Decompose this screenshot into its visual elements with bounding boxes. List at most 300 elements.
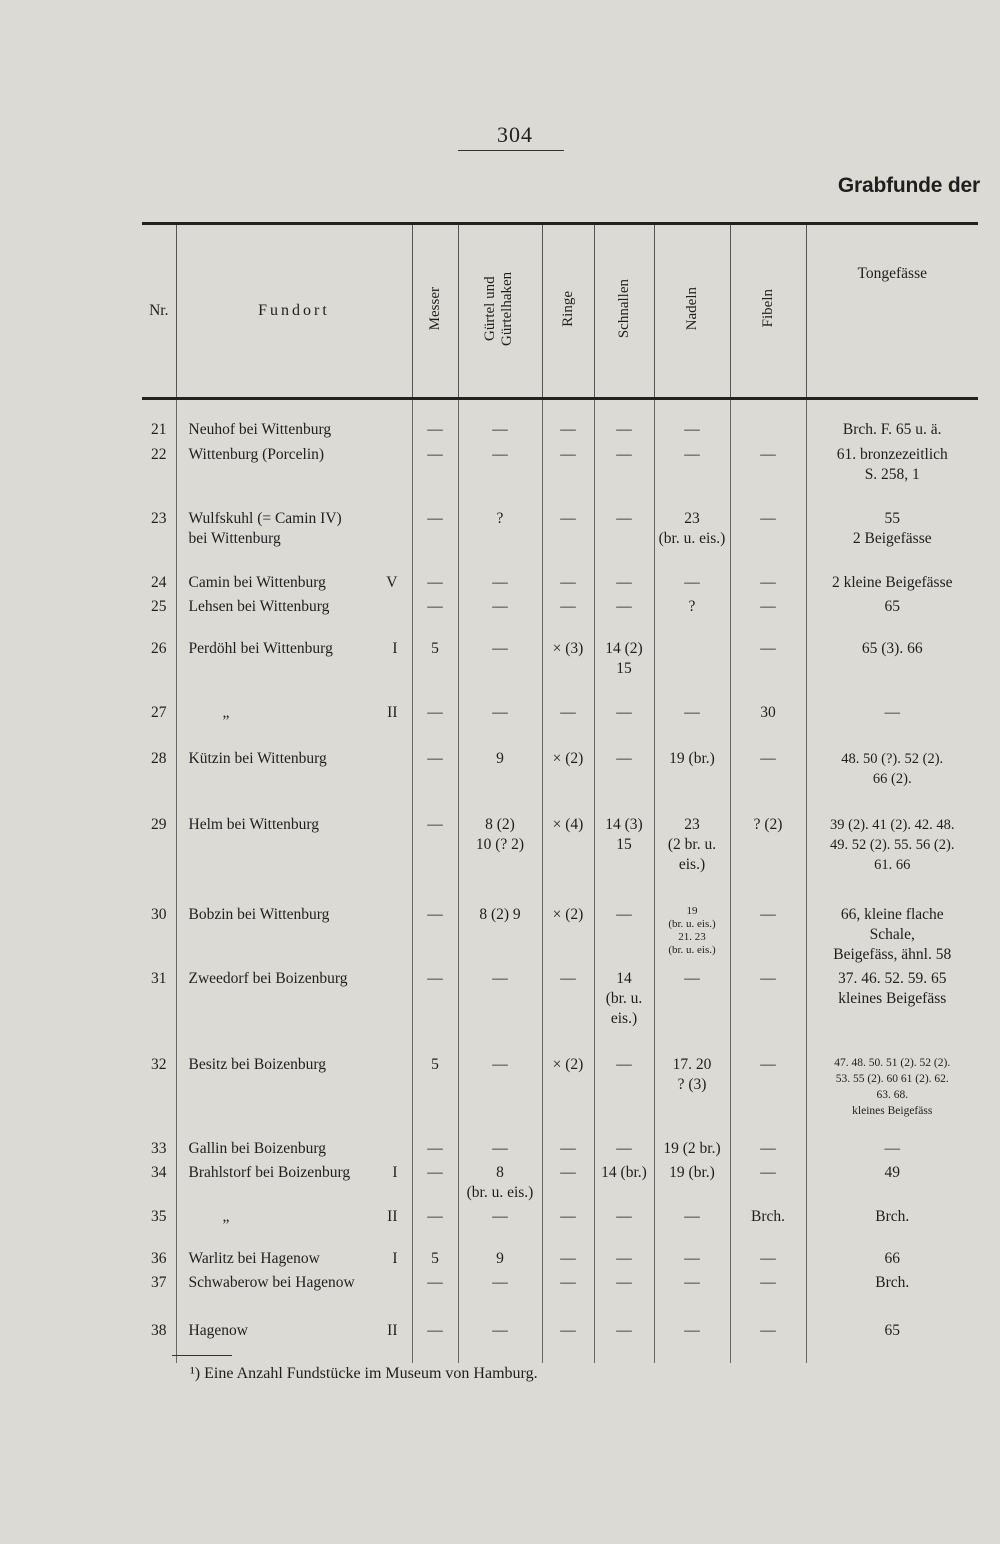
guertel-value: 9	[496, 749, 504, 767]
cell-nadeln	[654, 593, 730, 635]
cell-fundort	[176, 441, 412, 505]
fundort-text: Warlitz bei Hagenow	[188, 1249, 320, 1267]
fundort-text: Gallin bei Boizenburg	[188, 1139, 326, 1157]
cell-nadeln	[654, 745, 730, 811]
cell-tongefaesse	[806, 635, 978, 699]
nadeln-value: —	[684, 445, 700, 463]
messer-value: 5	[431, 1249, 439, 1267]
messer-value: —	[427, 1139, 443, 1157]
cell-guertel	[458, 1203, 542, 1245]
tongefaesse-value: 2 kleine Beigefässe	[831, 573, 953, 591]
fibeln-value: ? (2)	[753, 815, 783, 833]
messer-value: —	[427, 421, 443, 438]
cell-fibeln	[730, 1051, 806, 1135]
fundort-text: Bobzin bei Wittenburg	[188, 905, 330, 923]
nr-value: 25	[151, 597, 167, 615]
fundort-text: Neuhof bei Wittenburg	[188, 421, 332, 438]
fundort-text: Kützin bei Wittenburg	[188, 749, 327, 767]
nr-value: 35	[151, 1207, 167, 1225]
cell-fibeln	[730, 593, 806, 635]
nr-value: 22	[151, 445, 167, 463]
cell-ringe	[542, 1317, 594, 1363]
cell-nr	[142, 1159, 176, 1203]
table-row	[142, 593, 978, 635]
nadeln-value: —	[684, 573, 700, 591]
cell-nadeln	[654, 569, 730, 593]
grave-mark: II	[387, 703, 398, 721]
cell-nr	[142, 1135, 176, 1159]
fundort-text: Schwaberow bei Hagenow	[188, 1273, 355, 1291]
cell-messer	[412, 1269, 458, 1317]
tongefaesse-value: Brch.	[875, 1207, 910, 1225]
nadeln-value: —	[684, 421, 700, 438]
nr-value: 24	[151, 573, 167, 591]
nadeln-value: ?	[688, 597, 696, 615]
finds-table-container	[142, 222, 978, 1363]
cell-guertel	[458, 965, 542, 1051]
fibeln-value: —	[760, 1139, 776, 1157]
ringe-value: × (2)	[552, 1055, 584, 1073]
schnallen-value: 14 (br. u. eis.)	[605, 969, 643, 1027]
cell-nr	[142, 1245, 176, 1269]
cell-guertel	[458, 811, 542, 901]
schnallen-value: —	[616, 597, 632, 615]
schnallen-value: —	[616, 1139, 632, 1157]
tongefaesse-value: —	[884, 703, 900, 721]
cell-guertel	[458, 1245, 542, 1269]
cell-nr	[142, 699, 176, 745]
nadeln-value: —	[684, 1207, 700, 1225]
guertel-value: 8 (2) 10 (? 2)	[475, 815, 525, 853]
table-row	[142, 1269, 978, 1317]
fundort-text: Helm bei Wittenburg	[188, 815, 320, 833]
nr-value: 33	[151, 1139, 167, 1157]
cell-nadeln	[654, 1269, 730, 1317]
cell-fundort	[176, 593, 412, 635]
cell-schnallen	[594, 1135, 654, 1159]
finds-table	[142, 222, 978, 1363]
cell-fibeln	[730, 399, 806, 441]
guertel-value: —	[492, 1321, 508, 1339]
cell-ringe	[542, 1159, 594, 1203]
messer-value: 5	[431, 639, 439, 657]
cell-tongefaesse	[806, 399, 978, 441]
cell-fundort	[176, 1051, 412, 1135]
table-row	[142, 1159, 978, 1203]
ringe-value: —	[560, 1163, 576, 1181]
cell-fundort	[176, 811, 412, 901]
nadeln-value: —	[684, 1249, 700, 1267]
cell-nr	[142, 593, 176, 635]
cell-tongefaesse	[806, 505, 978, 569]
cell-schnallen	[594, 505, 654, 569]
guertel-value: —	[492, 1055, 508, 1073]
nr-value: 23	[151, 509, 167, 527]
cell-fibeln	[730, 505, 806, 569]
messer-value: —	[427, 1321, 443, 1339]
ringe-value: —	[560, 597, 576, 615]
tongefaesse-value: 39 (2). 41 (2). 42. 48. 49. 52 (2). 55. 56 (2). 61. 66	[830, 816, 955, 873]
cell-nr	[142, 901, 176, 965]
ringe-value: —	[560, 1249, 576, 1267]
cell-schnallen	[594, 1159, 654, 1203]
cell-ringe	[542, 399, 594, 441]
nadeln-value: 19 (br.)	[669, 1163, 715, 1181]
nr-value: 34	[151, 1163, 167, 1181]
cell-tongefaesse	[806, 745, 978, 811]
cell-tongefaesse	[806, 1203, 978, 1245]
cell-schnallen	[594, 1203, 654, 1245]
fibeln-value: —	[760, 1321, 776, 1339]
header-tongefaesse: Tongefässe	[806, 224, 978, 399]
schnallen-value: 14 (2) 15	[605, 639, 643, 677]
guertel-value: —	[492, 1273, 508, 1291]
schnallen-value: 14 (3) 15	[605, 815, 643, 853]
cell-schnallen	[594, 1317, 654, 1363]
cell-nr	[142, 1269, 176, 1317]
fundort-text: Brahlstorf bei Boizenburg	[188, 1163, 351, 1181]
table-row	[142, 1245, 978, 1269]
cell-nr	[142, 1317, 176, 1363]
tongefaesse-value: Brch.	[875, 1273, 910, 1291]
cell-tongefaesse	[806, 1159, 978, 1203]
cell-messer	[412, 505, 458, 569]
cell-fibeln	[730, 699, 806, 745]
fundort-text: „	[222, 703, 230, 721]
cell-schnallen	[594, 745, 654, 811]
table-row	[142, 811, 978, 901]
ringe-value: —	[560, 703, 576, 721]
messer-value: —	[427, 1273, 443, 1291]
cell-messer	[412, 1135, 458, 1159]
schnallen-value: —	[616, 905, 632, 923]
cell-ringe	[542, 1245, 594, 1269]
cell-schnallen	[594, 1245, 654, 1269]
cell-guertel	[458, 1051, 542, 1135]
cell-ringe	[542, 1051, 594, 1135]
cell-guertel	[458, 399, 542, 441]
cell-tongefaesse	[806, 699, 978, 745]
cell-guertel	[458, 635, 542, 699]
cell-tongefaesse	[806, 901, 978, 965]
messer-value: —	[427, 1207, 443, 1225]
cell-guertel	[458, 505, 542, 569]
cell-fundort	[176, 965, 412, 1051]
fundort-text: Wulfskuhl (= Camin IV) bei Wittenburg	[188, 509, 342, 547]
table-row	[142, 635, 978, 699]
cell-nr	[142, 1051, 176, 1135]
cell-fundort	[176, 1159, 412, 1203]
tongefaesse-value: 65	[884, 1321, 900, 1339]
cell-ringe	[542, 441, 594, 505]
messer-value: —	[427, 573, 443, 591]
cell-messer	[412, 1245, 458, 1269]
cell-fundort	[176, 1245, 412, 1269]
cell-nadeln	[654, 441, 730, 505]
nr-value: 38	[151, 1321, 167, 1339]
header-schnallen: Schnallen	[594, 224, 654, 399]
nr-value: 29	[151, 815, 167, 833]
cell-fundort	[176, 399, 412, 441]
grave-mark: I	[392, 639, 398, 657]
table-row	[142, 901, 978, 965]
cell-guertel	[458, 745, 542, 811]
guertel-value: —	[492, 597, 508, 615]
table-row	[142, 745, 978, 811]
cell-guertel	[458, 441, 542, 505]
schnallen-value: —	[616, 1249, 632, 1267]
fundort-text: Camin bei Wittenburg	[188, 573, 326, 591]
cell-nadeln	[654, 901, 730, 965]
cell-fundort	[176, 1135, 412, 1159]
cell-tongefaesse	[806, 1317, 978, 1363]
fibeln-value: —	[760, 445, 776, 463]
fundort-text: Lehsen bei Wittenburg	[188, 597, 330, 615]
ringe-value: —	[560, 445, 576, 463]
cell-nr	[142, 1203, 176, 1245]
header-nadeln: Nadeln	[654, 224, 730, 399]
nr-value: 31	[151, 969, 167, 987]
cell-fibeln	[730, 635, 806, 699]
cell-fibeln	[730, 569, 806, 593]
grave-mark: II	[387, 1207, 398, 1225]
messer-value: —	[427, 905, 443, 923]
nadeln-value: —	[684, 1273, 700, 1291]
guertel-value: 8 (br. u. eis.)	[466, 1163, 534, 1201]
messer-value: —	[427, 509, 443, 527]
guertel-value: —	[492, 421, 508, 438]
schnallen-value: —	[616, 573, 632, 591]
fibeln-value: —	[760, 639, 776, 657]
ringe-value: —	[560, 1207, 576, 1225]
nadeln-value: —	[684, 969, 700, 987]
table-row	[142, 569, 978, 593]
nadeln-value: 23 (2 br. u. eis.)	[667, 815, 717, 873]
table-row	[142, 699, 978, 745]
cell-nr	[142, 811, 176, 901]
fibeln-value: —	[760, 905, 776, 923]
ringe-value: —	[560, 1273, 576, 1291]
cell-schnallen	[594, 965, 654, 1051]
table-row	[142, 1051, 978, 1135]
nadeln-value: 19 (br.)	[669, 749, 715, 767]
ringe-value: × (3)	[552, 639, 584, 657]
cell-nadeln	[654, 965, 730, 1051]
tongefaesse-value: 61. bronzezeitlich S. 258, 1	[836, 445, 948, 483]
cell-fibeln	[730, 1135, 806, 1159]
fibeln-value: —	[760, 509, 776, 527]
cell-fibeln	[730, 901, 806, 965]
cell-messer	[412, 593, 458, 635]
cell-messer	[412, 901, 458, 965]
messer-value: —	[427, 815, 443, 833]
fundort-text: Zweedorf bei Boizenburg	[188, 969, 348, 987]
guertel-value: —	[492, 639, 508, 657]
running-head: Grabfunde der	[837, 174, 980, 197]
cell-nadeln	[654, 635, 730, 699]
tongefaesse-value: 65	[884, 597, 900, 615]
header-ringe: Ringe	[542, 224, 594, 399]
cell-nr	[142, 745, 176, 811]
fibeln-value: —	[760, 1273, 776, 1291]
ringe-value: —	[560, 1139, 576, 1157]
cell-fundort	[176, 901, 412, 965]
nr-value: 26	[151, 639, 167, 657]
messer-value: —	[427, 703, 443, 721]
nr-value: 28	[151, 749, 167, 767]
cell-nadeln	[654, 811, 730, 901]
grave-mark: I	[392, 1249, 398, 1267]
schnallen-value: 14 (br.)	[601, 1163, 647, 1181]
guertel-value: ?	[496, 509, 504, 527]
cell-nadeln	[654, 1203, 730, 1245]
nadeln-value: 17. 20 ? (3)	[672, 1055, 712, 1093]
schnallen-value: —	[616, 703, 632, 721]
ringe-value: × (4)	[552, 815, 584, 833]
cell-messer	[412, 635, 458, 699]
guertel-value: 8 (2) 9	[479, 905, 521, 923]
cell-nr	[142, 399, 176, 441]
cell-schnallen	[594, 593, 654, 635]
cell-messer	[412, 399, 458, 441]
cell-ringe	[542, 635, 594, 699]
ringe-value: × (2)	[552, 905, 584, 923]
guertel-value: —	[492, 573, 508, 591]
cell-schnallen	[594, 699, 654, 745]
guertel-value: 9	[496, 1249, 504, 1267]
cell-messer	[412, 441, 458, 505]
cell-fibeln	[730, 441, 806, 505]
nr-value: 21	[151, 421, 167, 438]
schnallen-value: —	[616, 445, 632, 463]
cell-fundort	[176, 745, 412, 811]
cell-ringe	[542, 699, 594, 745]
fibeln-value: —	[760, 573, 776, 591]
cell-schnallen	[594, 635, 654, 699]
cell-tongefaesse	[806, 1269, 978, 1317]
tongefaesse-value: 55 2 Beigefässe	[852, 509, 932, 547]
cell-schnallen	[594, 1269, 654, 1317]
table-row	[142, 399, 978, 441]
cell-schnallen	[594, 901, 654, 965]
cell-tongefaesse	[806, 1245, 978, 1269]
schnallen-value: —	[616, 1207, 632, 1225]
cell-nr	[142, 505, 176, 569]
ringe-value: —	[560, 969, 576, 987]
cell-fundort	[176, 1203, 412, 1245]
cell-guertel	[458, 1269, 542, 1317]
cell-fundort	[176, 569, 412, 593]
cell-messer	[412, 965, 458, 1051]
cell-nadeln	[654, 399, 730, 441]
cell-nadeln	[654, 505, 730, 569]
cell-ringe	[542, 1269, 594, 1317]
cell-messer	[412, 1159, 458, 1203]
nadeln-value: 19 (br. u. eis.) 21. 23 (br. u. eis.)	[668, 904, 716, 956]
nadeln-value: 23 (br. u. eis.)	[658, 509, 726, 547]
guertel-value: —	[492, 445, 508, 463]
fundort-text: Hagenow	[188, 1321, 248, 1339]
tongefaesse-value: Brch. F. 65 u. ä.	[842, 421, 942, 438]
cell-ringe	[542, 745, 594, 811]
tongefaesse-value: 66	[884, 1249, 900, 1267]
nr-value: 30	[151, 905, 167, 923]
cell-ringe	[542, 593, 594, 635]
cell-schnallen	[594, 441, 654, 505]
grave-mark: I	[392, 1163, 398, 1181]
fibeln-value: —	[760, 749, 776, 767]
cell-nr	[142, 965, 176, 1051]
header-fundort: Fundort	[176, 224, 412, 399]
cell-tongefaesse	[806, 441, 978, 505]
tongefaesse-value: 48. 50 (?). 52 (2). 66 (2).	[841, 750, 944, 787]
cell-ringe	[542, 901, 594, 965]
cell-guertel	[458, 1317, 542, 1363]
schnallen-value: —	[616, 1273, 632, 1291]
header-fibeln: Fibeln	[730, 224, 806, 399]
cell-nadeln	[654, 1051, 730, 1135]
cell-guertel	[458, 901, 542, 965]
cell-fibeln	[730, 811, 806, 901]
guertel-value: —	[492, 969, 508, 987]
fibeln-value: —	[760, 1249, 776, 1267]
fibeln-value: —	[760, 969, 776, 987]
nadeln-value: 19 (2 br.)	[663, 1139, 721, 1157]
cell-messer	[412, 1317, 458, 1363]
cell-fundort	[176, 699, 412, 745]
messer-value: —	[427, 597, 443, 615]
cell-messer	[412, 1203, 458, 1245]
nr-value: 36	[151, 1249, 167, 1267]
fibeln-value: —	[760, 1163, 776, 1181]
schnallen-value: —	[616, 749, 632, 767]
cell-fibeln	[730, 1159, 806, 1203]
cell-nadeln	[654, 1245, 730, 1269]
messer-value: —	[427, 1163, 443, 1181]
cell-fibeln	[730, 1269, 806, 1317]
cell-guertel	[458, 569, 542, 593]
cell-messer	[412, 569, 458, 593]
nadeln-value: —	[684, 1321, 700, 1339]
table-row	[142, 505, 978, 569]
cell-messer	[412, 745, 458, 811]
cell-tongefaesse	[806, 593, 978, 635]
fundort-text: „	[222, 1207, 230, 1225]
ringe-value: —	[560, 509, 576, 527]
nr-value: 37	[151, 1273, 167, 1291]
cell-ringe	[542, 811, 594, 901]
page-number-rule	[458, 150, 564, 151]
cell-ringe	[542, 569, 594, 593]
cell-nadeln	[654, 699, 730, 745]
header-nr: Nr.	[142, 224, 176, 399]
cell-guertel	[458, 1159, 542, 1203]
fundort-text: Perdöhl bei Wittenburg	[188, 639, 333, 657]
header-guertel: Gürtel und Gürtelhaken	[458, 224, 542, 399]
schnallen-value: —	[616, 1055, 632, 1073]
guertel-value: —	[492, 703, 508, 721]
schnallen-value: —	[616, 1321, 632, 1339]
nr-value: 27	[151, 703, 167, 721]
footnote-rule	[172, 1355, 232, 1356]
table-row	[142, 1135, 978, 1159]
cell-nr	[142, 635, 176, 699]
ringe-value: —	[560, 1321, 576, 1339]
cell-ringe	[542, 965, 594, 1051]
table-row	[142, 441, 978, 505]
table-header-row	[142, 224, 978, 399]
fibeln-value: —	[760, 597, 776, 615]
